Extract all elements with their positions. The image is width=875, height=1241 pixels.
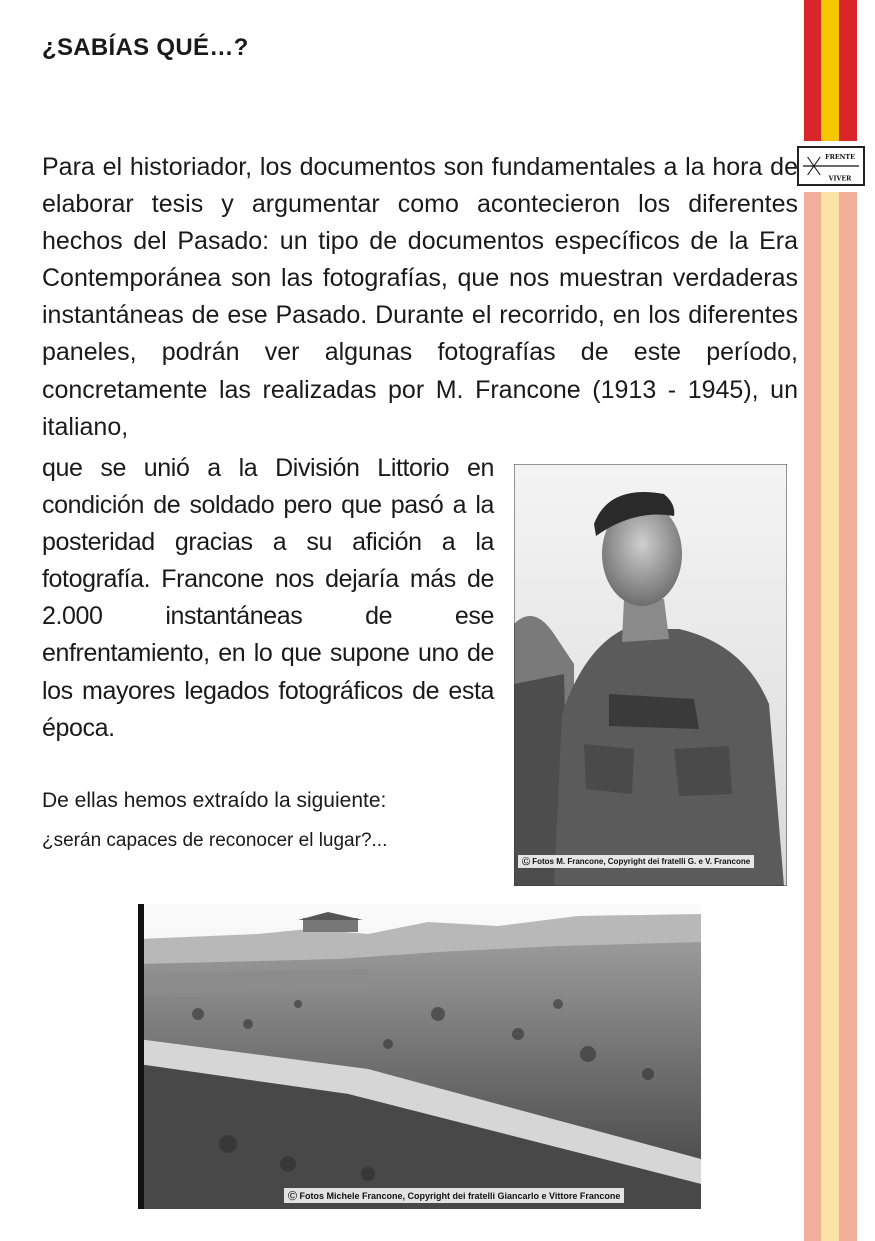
page-title: ¿SABÍAS QUÉ…? [42,34,249,61]
soldier-portrait-photo [514,464,787,886]
frente-viver-logo [797,146,865,186]
question-line-2: ¿serán capaces de reconocer el lugar?... [42,830,388,851]
logo-bottom-text: VIVER [828,175,852,183]
faded-stripe-yellow [821,192,839,1241]
flag-stripe-yellow [821,0,839,141]
landscape-photo [138,904,701,1209]
flag-stripe-red-right [839,0,857,141]
francone-paragraph: que se unió a la División Littorio en condición de soldado pero que pasó a la posteridad gracias a su afición a la fotografía. Francone nos dejaría más de 2.000 instantáneas de ese enfrentamiento, en lo que supone uno de los mayores legados fotográficos de esta época. [42,454,494,742]
portrait-credit: Ⓒ Fotos M. Francone, Copyright dei fratelli G. e V. Francone [518,855,754,868]
landscape-credit: Ⓒ Fotos Michele Francone, Copyright dei fratelli Giancarlo e Vittore Francone [284,1188,624,1203]
intro-paragraph: Para el historiador, los documentos son fundamentales a la hora de elaborar tesis y argumentar como acontecieron los diferentes hechos del Pasado: un tipo de documentos específicos de la Era Contemporánea son las fotografías, que nos muestran verdaderas instantáneas de ese Pasado. Durante el recorrido, en los diferentes paneles, podrán ver algunas fotografías de este período, concretamente las realizadas por M. Francone (1913 - 1945), un italiano, [42,153,798,441]
barbed-wire-icon [799,148,863,184]
question-line-1: De ellas hemos extraído la siguiente: [42,789,387,812]
flag-stripe-red-left [804,0,821,141]
logo-top-text: FRENTE [825,153,855,161]
faded-stripe-red-left [804,192,821,1241]
faded-stripe-red-right [839,192,857,1241]
